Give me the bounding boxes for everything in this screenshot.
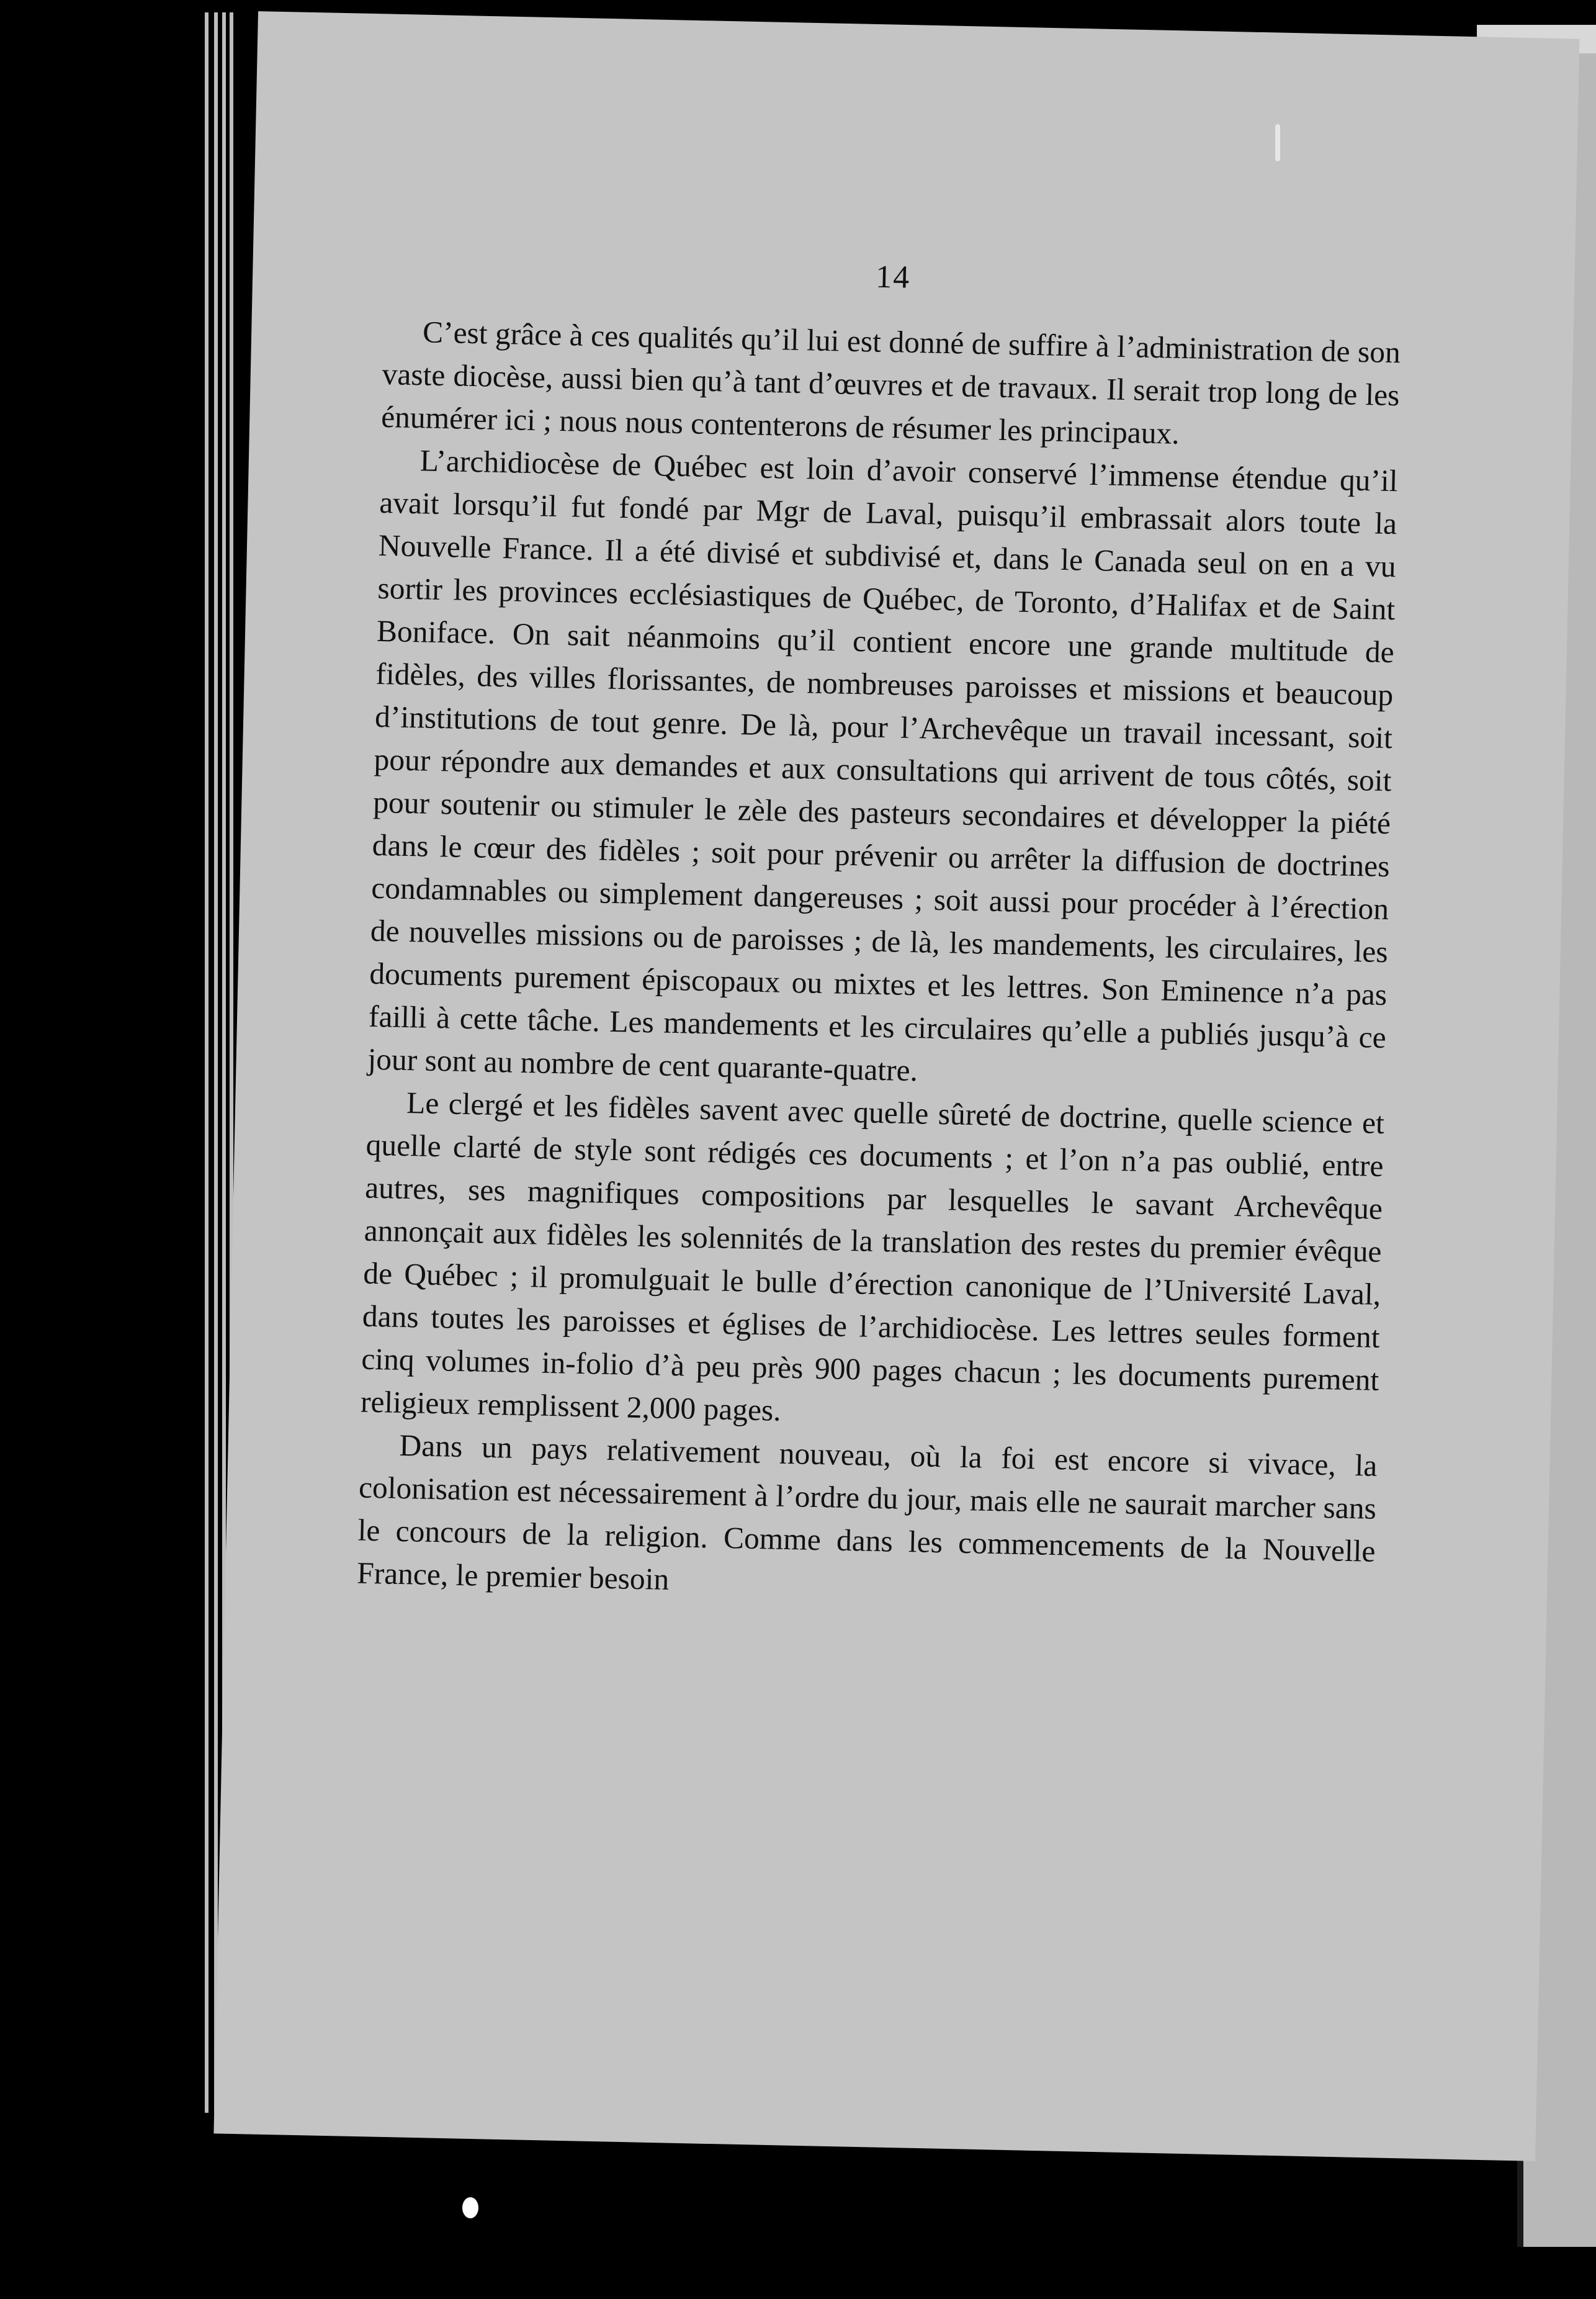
dust-speck: [1275, 124, 1280, 161]
dust-speck: [462, 2197, 478, 2218]
page-edge: [214, 12, 218, 2113]
paragraph: Le clergé et les fidèles savent avec quelle sûreté de doctrine, quelle science et quelle clarté de style sont rédigés ces documents ; et l’on n’a pas oublié, entre autres, ses magnifiques compositions par lesquelles le savant Archevêque annonçait aux fidèles les solennités de la translation des restes du premier évêque de Québec ; il promulguait le bulle d’érection canonique de l’Université Laval, dans toutes les paroisses et églises de l’archidiocèse. Les lettres seules forment cinq volumes in-folio d’à peu près 900 pages chacun ; les documents purement religieux remplissent 2,000 pages.: [360, 1086, 1385, 1428]
paragraph: C’est grâce à ces qualités qu’il lui est donné de suffire à l’administration de son vaste diocèse, aussi bien qu’à tant d’œuvres et de travaux. Il serait trop long de les énumérer ici ; nous nous contenterons de résumer les principaux.: [380, 315, 1401, 451]
page-edge: [205, 12, 208, 2113]
page-text: [357, 248, 1402, 1616]
page-number: 14: [875, 259, 911, 295]
paragraph: Dans un pays relativement nouveau, où la foi est encore si vivace, la colonisation est nécessairement à l’ordre du jour, mais elle ne saurait marcher sans le concours de la religion. Comme dans les commencements de la Nouvelle France, le premier besoin: [356, 1428, 1378, 1597]
paragraph: L’archidiocèse de Québec est loin d’avoir conservé l’immense étendue qu’il avait lorsqu’il fut fondé par Mgr de Laval, puisqu’il embrassait alors toute la Nouvelle France. Il a été divisé et subdivisé et, dans le Canada seul on en a vu sortir les provinces ecclésiastiques de Québec, de Toronto, d’Halifax et de Saint Boniface. On sait néanmoins qu’il contient encore une grande multitude de fidèles, des villes florissantes, de nombreuses paroisses et missions et beaucoup d’institutions de tout genre. De là, pour l’Archevêque un travail incessant, soit pour répondre aux demandes et aux consultations qui arrivent de tous côtés, soit pour soutenir ou stimuler le zèle des pasteurs secondaires et développer la piété dans le cœur des fidèles ; soit pour prévenir ou arrêter la diffusion de doctrines condamnables ou simplement dangereuses ; soit aussi pour procéder à l’érection de nouvelles missions ou de paroisses ; de là, les mandements, les circulaires, les documents purement épiscopaux ou mixtes et les lettres. Son Eminence n’a pas failli à cette tâche. Les mandements et les circulaires qu’elle a publiés jusqu’à ce jour sont au nombre de cent quarante-quatre.: [367, 443, 1399, 1088]
